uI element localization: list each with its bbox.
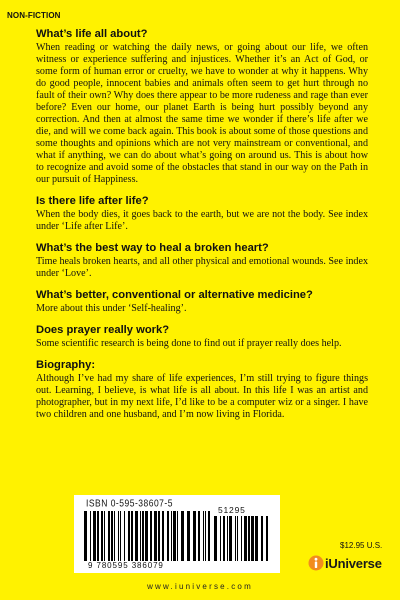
- section-biography: [36, 359, 368, 421]
- section-heading: What’s life all about?: [36, 28, 148, 40]
- section-life-about: [36, 28, 368, 186]
- isbn-label: ISBN 0-595-38607-5: [86, 497, 173, 509]
- section-heading: What’s the best way to heal a broken heart?: [36, 242, 269, 254]
- section-body: Although I’ve had my share of life experiences, I’m still trying to figure things out. Learning, I believe, is what life is all about. In this life I was an artist and photographer, but in my next life, I’d like to be a computer wiz or a singer. I have two children and one husband, and I’m now living in Florida.: [36, 373, 368, 420]
- cover-text: [36, 28, 368, 421]
- section-body: When reading or watching the daily news, or going about our life, we often witness or experience suffering and injustices. Whether it’s an Act of God, or some form of human error or cruelty, we have to wonder at why it happens. Why do good people, innocent babies and animals often seem to get hurt through no fault of their own? Why does there appear to be more rudeness and rage than ever before? Even our home, our planet Earth is being hurt possibly beyond any correction. And then at almost the same time we wonder if there’s life after we die, and will we come back again. This book is about some of those questions and some thoughts and opinions which are not very mainstream or conventional, and what if anything, we can do about what’s going on around us. This is about how to recognize and avoid some of the obstacles that stand in our way on the Path in our pursuit of Happiness.: [36, 42, 368, 185]
- section-heading: Biography:: [36, 359, 96, 371]
- section-broken-heart: [36, 242, 368, 280]
- section-body: Some scientific research is being done to find out if prayer really does help.: [36, 338, 342, 349]
- publisher-logo: [308, 555, 382, 571]
- ean-barcode-icon: [84, 511, 210, 561]
- section-heading: What’s better, conventional or alternative medicine?: [36, 289, 313, 301]
- addon-barcode-icon: [214, 516, 270, 561]
- price-label: $12.95 U.S.: [340, 541, 383, 550]
- section-life-after-life: [36, 195, 368, 233]
- section-heading: Is there life after life?: [36, 195, 149, 207]
- barcode-panel: [74, 495, 280, 573]
- section-body: When the body dies, it goes back to the earth, but we are not the body. See index under ‘Life after Life’.: [36, 209, 368, 232]
- genre-label: NON-FICTION: [7, 11, 61, 20]
- publisher-url: www.iuniverse.com: [147, 582, 253, 591]
- section-heading: Does prayer really work?: [36, 324, 170, 336]
- addon-code: 51295: [218, 505, 246, 515]
- iuniverse-logo-icon: [308, 555, 324, 571]
- ean-digits: 9 780595 386079: [88, 561, 164, 570]
- section-medicine: [36, 289, 368, 315]
- publisher-name: iUniverse: [325, 555, 382, 571]
- section-body: Time heals broken hearts, and all other physical and emotional wounds. See index under ‘Love’.: [36, 256, 368, 279]
- section-body: More about this under ‘Self-healing’.: [36, 303, 187, 314]
- section-prayer: [36, 324, 368, 350]
